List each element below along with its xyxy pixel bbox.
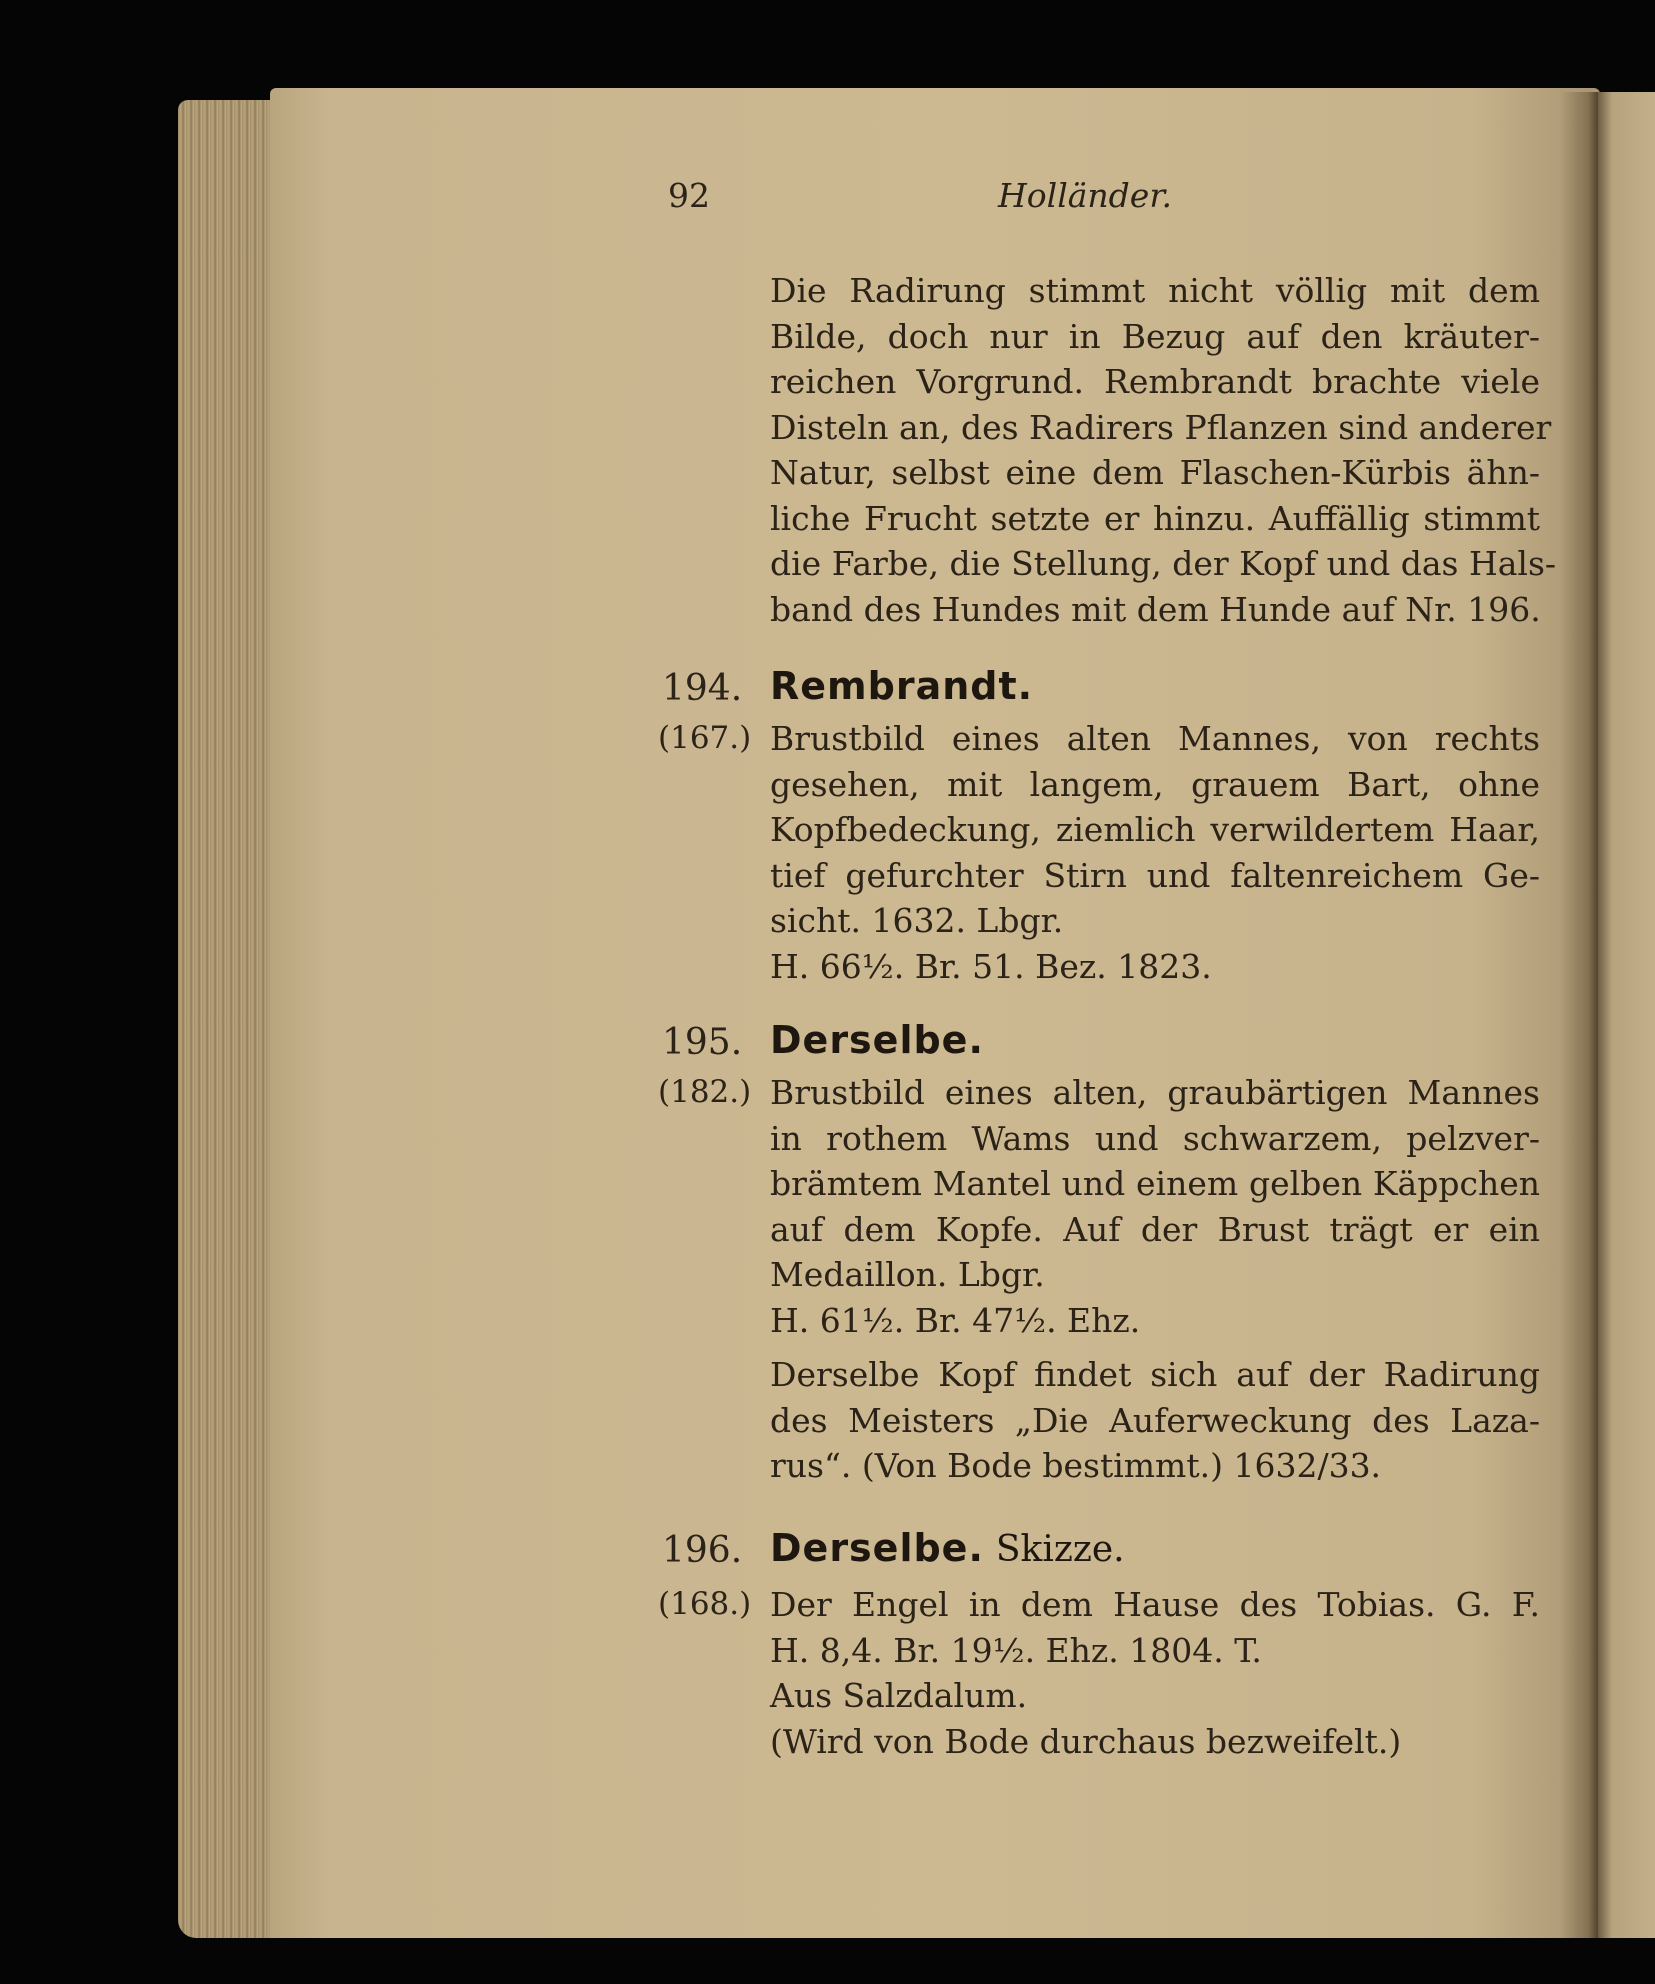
- page-number: 92: [668, 176, 710, 215]
- text-line: (Wird von Bode durchaus bezweifelt.): [770, 1721, 1402, 1761]
- text-line: reichen Vorgrund. Rembrandt brachte viele: [770, 362, 1540, 401]
- text-line: liche Frucht setzte er hinzu. Auffällig stimmt: [770, 498, 1540, 538]
- entry-number: 196.: [662, 1530, 743, 1571]
- text-line: tief gefurchter Stirn und faltenreichem Ge-: [770, 855, 1540, 895]
- entry-subtitle: Skizze.: [995, 1529, 1125, 1570]
- running-title: Holländer.: [998, 176, 1172, 215]
- text-line: des Meisters „Die Auferweckung des Laza-: [770, 1400, 1540, 1440]
- entry-title-text: Derselbe.: [770, 1526, 984, 1570]
- text-line: brämtem Mantel und einem gelben Käppchen: [770, 1164, 1540, 1203]
- text-line: gesehen, mit langem, grauem Bart, ohne: [770, 764, 1540, 804]
- entry-note: [770, 1352, 1540, 1489]
- text-line: H. 8,4. Br. 19½. Ehz. 1804. T.: [770, 1630, 1262, 1670]
- entry-description: [770, 1070, 1540, 1343]
- next-page-edge: [1598, 92, 1655, 1938]
- text-line: Bilde, doch nur in Bezug auf den kräuter-: [770, 316, 1540, 356]
- text-line: band des Hundes mit dem Hunde auf Nr. 196.: [770, 589, 1541, 629]
- intro-paragraph: [770, 268, 1557, 632]
- text-line: H. 61½. Br. 47½. Ehz.: [770, 1300, 1141, 1340]
- text-line: die Farbe, die Stellung, der Kopf und das Hals-: [770, 544, 1557, 583]
- text-line: Kopfbedeckung, ziemlich verwildertem Haar,: [770, 810, 1540, 849]
- text-line: Medaillon. Lbgr.: [770, 1255, 1045, 1294]
- text-line: Disteln an, des Radirers Pflanzen sind anderer: [770, 407, 1552, 447]
- entry-title: [770, 1526, 1125, 1570]
- text-line: Aus Salzdalum.: [770, 1676, 1028, 1715]
- text-line: H. 66½. Br. 51. Bez. 1823.: [770, 946, 1212, 986]
- entry-title-text: Rembrandt.: [770, 664, 1034, 708]
- entry-description: [770, 716, 1540, 989]
- text-line: Brustbild eines alten, graubärtigen Mannes: [770, 1073, 1540, 1112]
- text-line: Derselbe Kopf findet sich auf der Radirung: [770, 1355, 1540, 1394]
- entry-old-number: (182.): [658, 1074, 752, 1110]
- entry-title: [770, 664, 1045, 708]
- text-line: Der Engel in dem Hause des Tobias. G. F.: [770, 1585, 1540, 1624]
- text-line: Die Radirung stimmt nicht völlig mit dem: [770, 271, 1540, 310]
- text-line: Brustbild eines alten Mannes, von rechts: [770, 719, 1540, 758]
- entry-old-number: (168.): [658, 1586, 752, 1622]
- entry-title: [770, 1018, 996, 1062]
- entry-title-text: Derselbe.: [770, 1018, 984, 1062]
- text-line: Natur, selbst eine dem Flaschen-Kürbis ähn-: [770, 453, 1540, 492]
- text-line: auf dem Kopfe. Auf der Brust trägt er ein: [770, 1209, 1540, 1249]
- entry-old-number: (167.): [658, 720, 752, 756]
- text-line: sicht. 1632. Lbgr.: [770, 901, 1064, 940]
- text-line: in rothem Wams und schwarzem, pelzver-: [770, 1118, 1540, 1158]
- entry-number: 195.: [662, 1022, 743, 1063]
- entry-description: [770, 1582, 1540, 1764]
- book-gutter: [1560, 92, 1600, 1938]
- text-line: rus“. (Von Bode bestimmt.) 1632/33.: [770, 1446, 1382, 1485]
- entry-number: 194.: [662, 668, 743, 709]
